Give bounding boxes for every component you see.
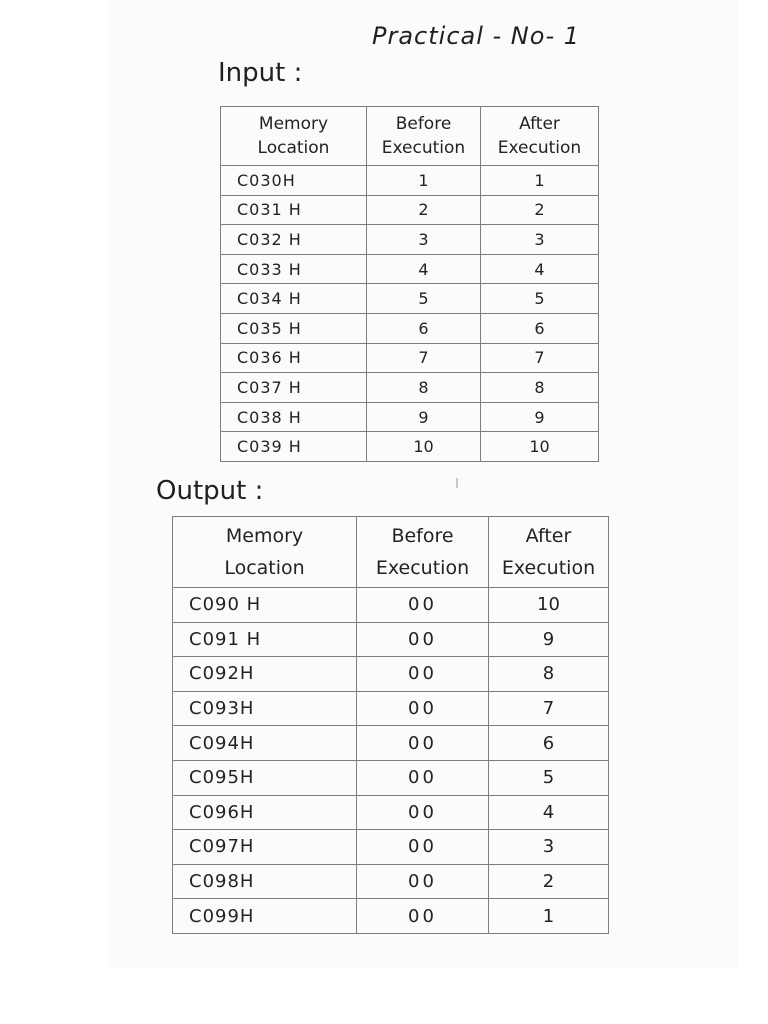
table-row (173, 622, 609, 657)
before-execution-cell: 00 (357, 622, 489, 657)
table-row (173, 864, 609, 899)
after-execution-cell: 7 (489, 691, 609, 726)
output-header-memory-location (173, 517, 357, 588)
table-row (221, 432, 599, 462)
after-execution-cell: 10 (481, 432, 599, 462)
table-row (221, 284, 599, 314)
memory-location-cell: C091 H (173, 622, 357, 657)
table-row (221, 313, 599, 343)
memory-location-cell: C098H (173, 864, 357, 899)
before-execution-cell: 7 (367, 343, 481, 373)
table-row (221, 373, 599, 403)
memory-location-cell: C038 H (221, 402, 367, 432)
before-execution-cell: 3 (367, 225, 481, 255)
before-execution-cell: 00 (357, 760, 489, 795)
input-heading: Input : (218, 58, 303, 88)
after-execution-cell: 7 (481, 343, 599, 373)
table-row (221, 343, 599, 373)
output-header-col1-line2: Location (224, 557, 305, 579)
input-table-body (221, 166, 599, 462)
memory-location-cell: C034 H (221, 284, 367, 314)
before-execution-cell: 00 (357, 726, 489, 761)
before-execution-cell: 00 (357, 864, 489, 899)
input-header-col1-line2: Location (257, 138, 330, 158)
input-table (220, 106, 599, 462)
memory-location-cell: C031 H (221, 195, 367, 225)
output-header-col2-line1: Before (391, 525, 454, 547)
table-row (173, 899, 609, 934)
table-row (173, 760, 609, 795)
after-execution-cell: 5 (481, 284, 599, 314)
after-execution-cell: 6 (489, 726, 609, 761)
after-execution-cell: 3 (481, 225, 599, 255)
memory-location-cell: C094H (173, 726, 357, 761)
input-header-memory-location (221, 107, 367, 166)
after-execution-cell: 2 (489, 864, 609, 899)
memory-location-cell: C036 H (221, 343, 367, 373)
memory-location-cell: C035 H (221, 313, 367, 343)
output-header-col3-line1: After (525, 525, 572, 547)
table-row (173, 657, 609, 692)
after-execution-cell: 1 (489, 899, 609, 934)
table-row (221, 195, 599, 225)
after-execution-cell: 4 (489, 795, 609, 830)
before-execution-cell: 1 (367, 166, 481, 196)
input-header-before-execution (367, 107, 481, 166)
memory-location-cell: C033 H (221, 254, 367, 284)
memory-location-cell: C092H (173, 657, 357, 692)
output-header-col2-line2: Execution (375, 557, 470, 579)
output-table-header-row (173, 517, 609, 588)
after-execution-cell: 6 (481, 313, 599, 343)
before-execution-cell: 9 (367, 402, 481, 432)
page-title: Practical - No- 1 (372, 22, 581, 50)
before-execution-cell: 00 (357, 588, 489, 623)
after-execution-cell: 8 (481, 373, 599, 403)
before-execution-cell: 00 (357, 795, 489, 830)
table-row (221, 225, 599, 255)
table-row (173, 726, 609, 761)
output-table (172, 516, 609, 934)
table-row (173, 691, 609, 726)
output-header-after-execution (489, 517, 609, 588)
before-execution-cell: 00 (357, 657, 489, 692)
after-execution-cell: 1 (481, 166, 599, 196)
after-execution-cell: 9 (489, 622, 609, 657)
table-row (173, 795, 609, 830)
after-execution-cell: 3 (489, 830, 609, 865)
before-execution-cell: 00 (357, 691, 489, 726)
after-execution-cell: 9 (481, 402, 599, 432)
table-row (221, 402, 599, 432)
table-row (221, 254, 599, 284)
memory-location-cell: C032 H (221, 225, 367, 255)
before-execution-cell: 2 (367, 195, 481, 225)
memory-location-cell: C093H (173, 691, 357, 726)
after-execution-cell: 5 (489, 760, 609, 795)
before-execution-cell: 00 (357, 830, 489, 865)
before-execution-cell: 6 (367, 313, 481, 343)
memory-location-cell: C039 H (221, 432, 367, 462)
before-execution-cell: 8 (367, 373, 481, 403)
output-table-body (173, 588, 609, 934)
memory-location-cell: C090 H (173, 588, 357, 623)
memory-location-cell: C099H (173, 899, 357, 934)
table-row (173, 588, 609, 623)
memory-location-cell: C096H (173, 795, 357, 830)
memory-location-cell: C095H (173, 760, 357, 795)
output-header-before-execution (357, 517, 489, 588)
before-execution-cell: 5 (367, 284, 481, 314)
input-header-col3-line1: After (519, 114, 560, 134)
output-header-col1-line1: Memory (225, 525, 304, 547)
memory-location-cell: C097H (173, 830, 357, 865)
paper-mark (456, 478, 458, 488)
output-heading: Output : (156, 476, 264, 506)
after-execution-cell: 10 (489, 588, 609, 623)
before-execution-cell: 10 (367, 432, 481, 462)
input-header-col1-line1: Memory (258, 114, 329, 134)
before-execution-cell: 4 (367, 254, 481, 284)
output-header-col3-line2: Execution (501, 557, 596, 579)
after-execution-cell: 8 (489, 657, 609, 692)
memory-location-cell: C030H (221, 166, 367, 196)
input-header-col3-line2: Execution (497, 138, 582, 158)
memory-location-cell: C037 H (221, 373, 367, 403)
input-header-col2-line2: Execution (381, 138, 466, 158)
input-table-header-row (221, 107, 599, 166)
input-header-col2-line1: Before (395, 114, 452, 134)
input-header-after-execution (481, 107, 599, 166)
table-row (221, 166, 599, 196)
after-execution-cell: 2 (481, 195, 599, 225)
after-execution-cell: 4 (481, 254, 599, 284)
table-row (173, 830, 609, 865)
before-execution-cell: 00 (357, 899, 489, 934)
